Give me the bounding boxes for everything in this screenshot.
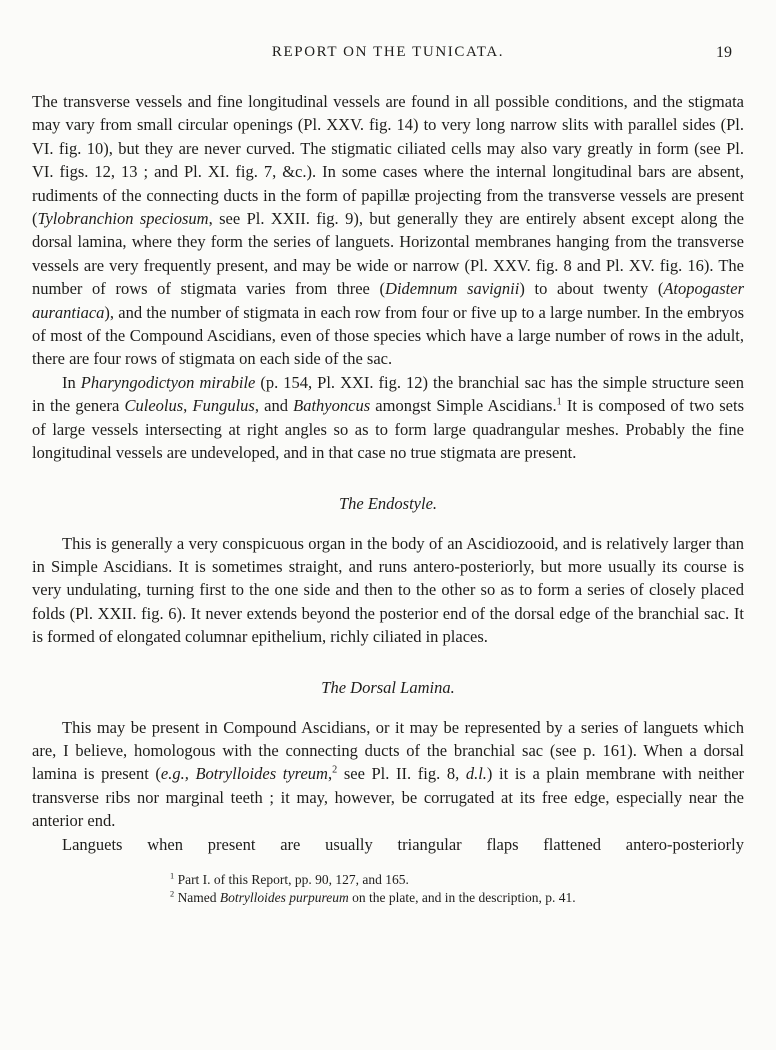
text-run: Culeolus (124, 396, 184, 416)
text-run: Pharyngodictyon mirabile (80, 372, 256, 392)
text-run: (p. 154, Pl. XXI. fig. 12) the branchial sac has the simple structure seen in the genera (32, 372, 744, 416)
text-run: , and (254, 396, 294, 416)
text-run: Tylobranchion speciosum (37, 209, 209, 229)
text-run: Atopogaster aurantiaca (32, 279, 745, 322)
paragraph (32, 833, 744, 856)
footnotes (32, 871, 744, 908)
page-body (32, 90, 744, 856)
paragraph (32, 532, 744, 649)
section-heading: The Dorsal Lamina. (321, 677, 455, 697)
footnote-reference: 1 (556, 396, 562, 408)
text-run: In (62, 372, 81, 392)
text-run: Languets when present are usually triangular flaps flattened antero-posteriorly (62, 834, 744, 854)
text-run: e.g., Botrylloides tyreum (160, 764, 328, 784)
footnote (170, 871, 744, 890)
text-run: Didemnum savignii (385, 279, 520, 299)
footnote-reference: 2 (332, 764, 338, 776)
text-run: ) it is a plain membrane with neither transverse ribs nor marginal teeth ; it may, however, be corrugated at its free edge, especially near the anterior end. (32, 764, 745, 831)
text-run: Fungulus (192, 396, 255, 416)
text-run: ) to about twenty ( (519, 279, 664, 299)
footnote (170, 889, 744, 908)
text-run: Bathyoncus (293, 396, 371, 416)
text-run: , (183, 396, 193, 416)
text-run: This is generally a very conspicuous organ in the body of an Ascidiozooid, and is relatively larger than in Simple Ascidians. It is sometimes straight, and runs antero-posteriorly, but more usually its course is very undulating, turning first to the one side and then to the other so as to form a series of closely placed folds (Pl. XXII. fig. 6). It never extends beyond the posterior end of the dorsal edge of the branchial sac. It is formed of elongated columnar epithelium, richly ciliated in places. (32, 533, 744, 647)
page-number: 19 (716, 44, 732, 61)
text-run: The transverse vessels and fine longitudinal vessels are found in all possible conditions, and the stigmata may vary from small circular openings (Pl. XXV. fig. 14) to very long narrow slits with parallel sides (Pl. VI. fig. 10), but they are never curved. The stigmatic ciliated cells may also vary greatly in form (see Pl. VI. figs. 12, 13 ; and Pl. XI. fig. 7, &c.). In some cases where the internal longitudinal bars are absent, rudiments of the connecting ducts in the form of papillæ projecting from the transverse vessels are present ( (32, 92, 744, 229)
text-run: ), and the number of stigmata in each row from four or five up to a large number. In the embryos of most of the Compound Ascidians, even of those species which have a large number of rows in the adult, there are four rows of stigmata on each side of the sac. (32, 302, 744, 369)
footnote-marker: 2 (170, 889, 175, 899)
text-run: d.l. (465, 764, 487, 784)
text-run: Part I. of this Report, pp. 90, 127, and 165. (174, 871, 409, 887)
text-run: , see Pl. XXII. fig. 9), but generally they are entirely absent except along the dorsal lamina, where they form the series of languets. Horizontal membranes hanging from the transverse vessels are very frequently present, and may be wide or narrow (Pl. XXV. fig. 8 and Pl. XV. fig. 16). The number of rows of stigmata varies from three ( (32, 209, 744, 299)
paragraph (32, 371, 744, 465)
paragraph (32, 90, 744, 371)
text-run: Botrylloides purpureum (219, 890, 349, 906)
running-title: REPORT ON THE TUNICATA. (271, 44, 505, 60)
text-run: on the plate, and in the description, p. 41. (348, 890, 576, 906)
text-run: Named (174, 890, 220, 906)
text-run: This may be present in Compound Ascidians, or it may be represented by a series of languets which are, I believe, homologous with the connecting ducts of the branchial sac (see p. 161). When a dorsal lamina is present ( (32, 717, 744, 784)
text-run: see Pl. II. fig. 8, (337, 764, 466, 784)
footnote-marker: 1 (170, 871, 175, 881)
page-header (32, 44, 744, 66)
text-run: amongst Simple Ascidians. (370, 396, 557, 416)
text-run: It is composed of two sets of large vessels intersecting at right angles so as to form large quadrangular meshes. Probably the fine longitudinal vessels are undeveloped, and in that case no true stigmata are present. (32, 396, 745, 463)
paragraph (32, 716, 744, 833)
section-heading: The Endostyle. (338, 493, 438, 513)
text-run: , (327, 764, 333, 784)
